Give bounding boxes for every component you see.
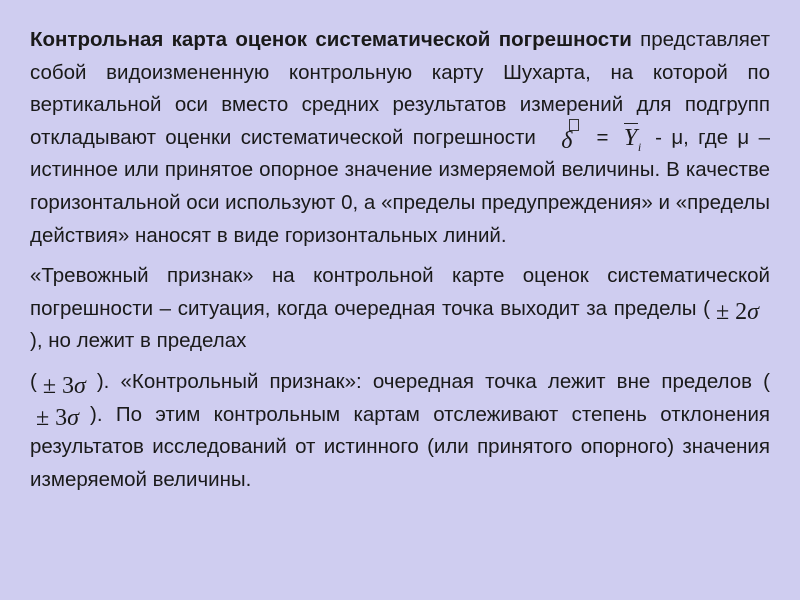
y-subscript: i [637,140,642,155]
control-text-continued: ). По этим контрольным картам отслеживают степень отклонения результатов исследований от истинного (или принятого опорного) значения измеряемой величины. [30,402,770,491]
y-bar-formula [622,123,646,153]
three-digit: 3 [62,372,74,399]
warning-text-continued: ), но лежит в пределах [30,329,247,353]
control-text: ). «Контрольный признак»: очередная точка лежит вне пределов ( [96,369,770,393]
delta-formula [559,123,585,153]
definition-text: представляет собой видоизмененную контрольную карту Шухарта, на которой по вертикальной оси вместо средних результатов измерений для подгрупп откладывают оценки систематической погрешности [30,28,770,149]
delta-symbol: δ [561,128,573,155]
paragraph-definition [30,24,770,252]
sigma-symbol: σ [67,405,80,432]
equals-sign: = [587,125,618,149]
sigma-symbol: σ [74,372,86,399]
paragraph-warning-sign [30,260,770,358]
definition-text-continued: - μ, где μ – истинное или принятое опорное значение измеряемой величины. В качестве горизонтальной оси используют 0, а «пределы предупреждения» и «пределы действия» наносят в виде горизонтальных линий. [30,125,770,247]
overline [624,123,638,124]
paragraph-control-sign [30,366,770,496]
pm-symbol: ± [36,405,50,432]
control-open-paren: ( [30,369,37,393]
three-digit: 3 [55,405,68,432]
slide-title: Контрольная карта оценок систематической погрешности [30,28,632,51]
pm-2sigma-formula [710,296,770,326]
pm-symbol: ± [716,299,730,326]
slide-content [30,24,770,496]
pm-3sigma-formula [37,370,97,399]
pm-symbol: ± [42,372,56,399]
pm-3sigma-formula-2 [30,402,90,432]
two-digit: 2 [735,299,748,326]
sigma-symbol: σ [747,299,760,326]
y-symbol: Y [623,125,638,152]
warning-text: «Тревожный признак» на контрольной карте оценок систематической погрешности – ситуация, когда очередная точка выходит за пределы ( [30,264,770,320]
